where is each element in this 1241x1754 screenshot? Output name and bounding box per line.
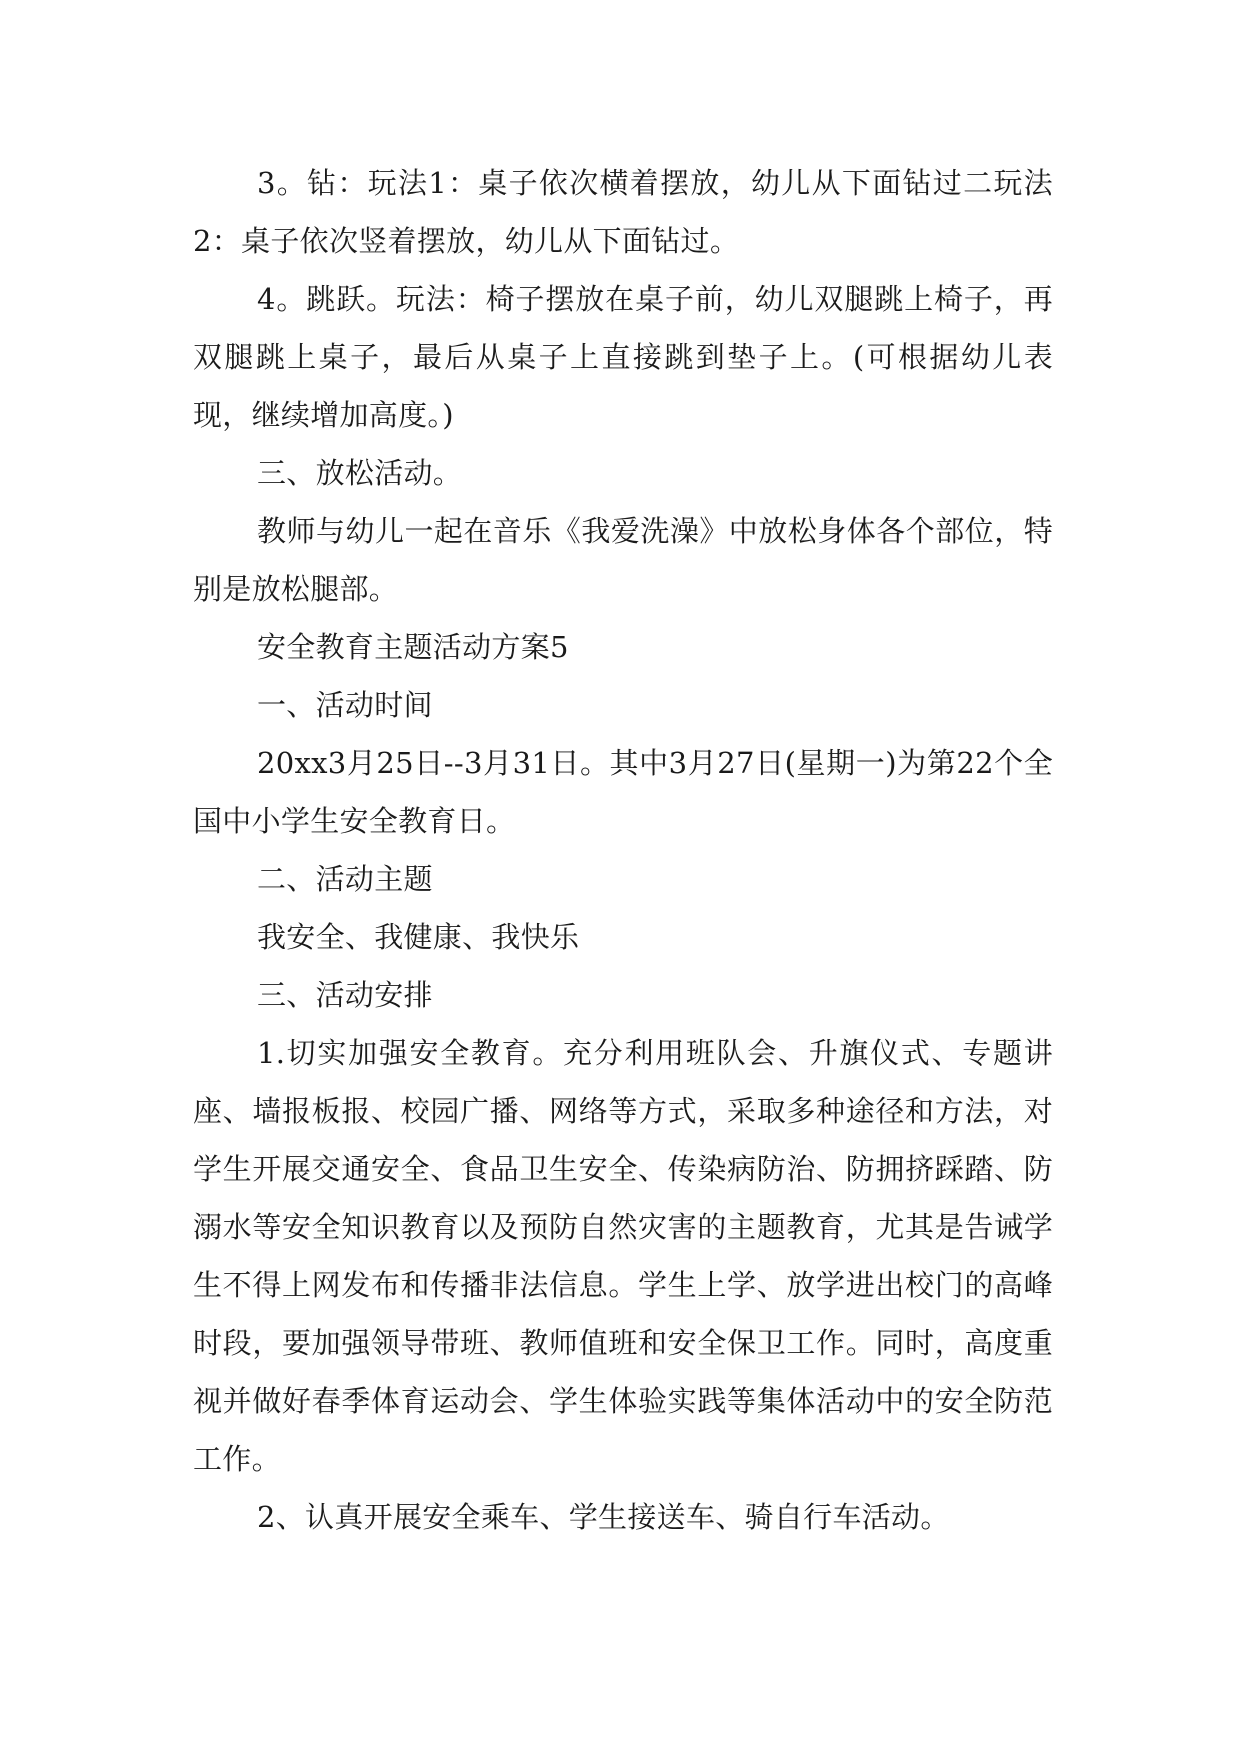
document-body: [193, 154, 1053, 1546]
paragraph-theme-slogan: 我安全、我健康、我快乐: [257, 920, 580, 954]
heading-activity-arrangement: 三、活动安排: [257, 978, 433, 1012]
paragraph-drill-game: 3。钻：玩法1：桌子依次横着摆放，幼儿从下面钻过二玩法2：桌子依次竖着摆放，幼儿从下面钻过。: [193, 166, 1053, 258]
heading-activity-theme: 二、活动主题: [257, 862, 433, 896]
heading-activity-time: 一、活动时间: [257, 688, 433, 722]
paragraph-safety-education: 1.切实加强安全教育。充分利用班队会、升旗仪式、专题讲座、墙报板报、校园广播、网络等方式，采取多种途径和方法，对学生开展交通安全、食品卫生安全、传染病防治、防拥挤踩踏、防溺水等安全知识教育以及预防自然灾害的主题教育，尤其是告诫学生不得上网发布和传播非法信息。学生上学、放学进出校门的高峰时段，要加强领导带班、教师值班和安全保卫工作。同时，高度重视并做好春季体育运动会、学生体验实践等集体活动中的安全防范工作。: [193, 1036, 1053, 1476]
paragraph-activity-dates: 20xx3月25日--3月31日。其中3月27日(星期一)为第22个全国中小学生安全教育日。: [193, 746, 1053, 838]
paragraph-vehicle-safety: 2、认真开展安全乘车、学生接送车、骑自行车活动。: [257, 1500, 950, 1534]
heading-plan-5: 安全教育主题活动方案5: [257, 630, 569, 664]
paragraph-relax-music: 教师与幼儿一起在音乐《我爱洗澡》中放松身体各个部位，特别是放松腿部。: [193, 514, 1053, 606]
heading-relax-activity: 三、放松活动。: [257, 456, 463, 490]
paragraph-jump-game: 4。跳跃。玩法：椅子摆放在桌子前，幼儿双腿跳上椅子，再双腿跳上桌子，最后从桌子上直接跳到垫子上。(可根据幼儿表现，继续增加高度。): [193, 282, 1053, 432]
